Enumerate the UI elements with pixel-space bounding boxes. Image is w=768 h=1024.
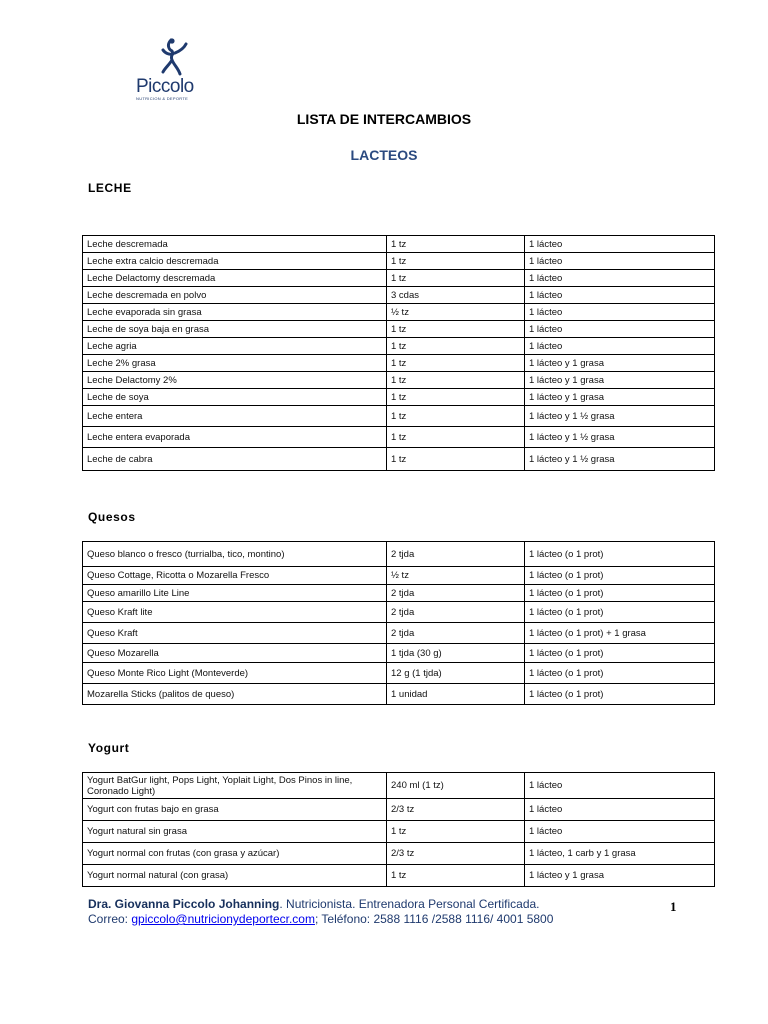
food-cell: Leche evaporada sin grasa: [83, 304, 387, 321]
table-row: [83, 865, 715, 887]
table-row: [83, 644, 715, 663]
food-cell: Queso Kraft: [83, 623, 387, 644]
page-number: 1: [670, 899, 677, 914]
portion-cell: 1 tz: [387, 236, 525, 253]
portion-cell: 1 tz: [387, 448, 525, 471]
food-cell: Leche de soya baja en grasa: [83, 321, 387, 338]
food-cell: Leche entera evaporada: [83, 427, 387, 448]
portion-cell: 1 tz: [387, 865, 525, 887]
author-name: Dra. Giovanna Piccolo Johanning: [88, 897, 280, 911]
table-row: [83, 253, 715, 270]
exchange-cell: 1 lácteo: [525, 287, 715, 304]
phone-text: ; Teléfono: 2588 1116 /2588 1116/ 4001 5800: [314, 912, 554, 926]
exchange-cell: 1 lácteo: [525, 236, 715, 253]
document-title: LISTA DE INTERCAMBIOS: [296, 111, 472, 127]
portion-cell: 1 tz: [387, 253, 525, 270]
table-row: [83, 585, 715, 602]
table-row: [83, 287, 715, 304]
portion-cell: 2 tjda: [387, 585, 525, 602]
food-cell: Queso Cottage, Ricotta o Mozarella Fresco: [83, 567, 387, 585]
portion-cell: 1 unidad: [387, 684, 525, 705]
food-cell: Yogurt natural sin grasa: [83, 821, 387, 843]
table-row: [83, 542, 715, 567]
exchange-cell: 1 lácteo (o 1 prot) + 1 grasa: [525, 623, 715, 644]
exchange-cell: 1 lácteo y 1 grasa: [525, 389, 715, 406]
table-row: [83, 821, 715, 843]
logo-name: Piccolo: [136, 76, 194, 97]
food-cell: Leche de cabra: [83, 448, 387, 471]
exchange-cell: 1 lácteo: [525, 304, 715, 321]
food-cell: Leche Delactomy 2%: [83, 372, 387, 389]
food-cell: Queso Mozarella: [83, 644, 387, 663]
exchange-cell: 1 lácteo (o 1 prot): [525, 542, 715, 567]
table-row: [83, 567, 715, 585]
exchange-cell: 1 lácteo y 1 grasa: [525, 355, 715, 372]
portion-cell: 2 tjda: [387, 602, 525, 623]
footer-line-2: [88, 912, 553, 926]
portion-cell: 2/3 tz: [387, 799, 525, 821]
table-row: [83, 843, 715, 865]
exchange-cell: 1 lácteo: [525, 321, 715, 338]
exchange-cell: 1 lácteo (o 1 prot): [525, 644, 715, 663]
portion-cell: 2 tjda: [387, 542, 525, 567]
footer: [88, 897, 553, 926]
portion-cell: 1 tz: [387, 270, 525, 287]
table-row: [83, 448, 715, 471]
author-description: . Nutricionista. Entrenadora Personal Certificada.: [279, 897, 540, 911]
food-cell: Leche entera: [83, 406, 387, 427]
food-cell: Leche extra calcio descremada: [83, 253, 387, 270]
exchange-cell: 1 lácteo: [525, 270, 715, 287]
footer-line-1: [88, 897, 553, 911]
exchange-cell: 1 lácteo y 1 ½ grasa: [525, 406, 715, 427]
food-cell: Mozarella Sticks (palitos de queso): [83, 684, 387, 705]
portion-cell: 2 tjda: [387, 623, 525, 644]
table-row: [83, 304, 715, 321]
table-row: [83, 602, 715, 623]
portion-cell: 3 cdas: [387, 287, 525, 304]
exchange-cell: 1 lácteo (o 1 prot): [525, 567, 715, 585]
food-cell: Leche agria: [83, 338, 387, 355]
table-leche: [82, 235, 715, 471]
food-cell: Leche descremada: [83, 236, 387, 253]
portion-cell: 1 tjda (30 g): [387, 644, 525, 663]
heading-yogurt: Yogurt: [88, 741, 130, 755]
table-row: [83, 684, 715, 705]
food-cell: Queso amarillo Lite Line: [83, 585, 387, 602]
exchange-cell: 1 lácteo y 1 grasa: [525, 865, 715, 887]
food-cell: Yogurt BatGur light, Pops Light, Yoplait Light, Dos Pinos in line, Coronado Light): [83, 773, 387, 799]
exchange-cell: 1 lácteo (o 1 prot): [525, 684, 715, 705]
portion-cell: 1 tz: [387, 427, 525, 448]
exchange-cell: 1 lácteo y 1 ½ grasa: [525, 427, 715, 448]
portion-cell: 12 g (1 tjda): [387, 663, 525, 684]
food-cell: Leche Delactomy descremada: [83, 270, 387, 287]
table-row: [83, 406, 715, 427]
portion-cell: 1 tz: [387, 406, 525, 427]
exchange-cell: 1 lácteo y 1 grasa: [525, 372, 715, 389]
food-cell: Leche 2% grasa: [83, 355, 387, 372]
portion-cell: 240 ml (1 tz): [387, 773, 525, 799]
portion-cell: ½ tz: [387, 304, 525, 321]
food-cell: Queso Kraft lite: [83, 602, 387, 623]
table-row: [83, 372, 715, 389]
food-cell: Leche de soya: [83, 389, 387, 406]
portion-cell: 1 tz: [387, 321, 525, 338]
portion-cell: ½ tz: [387, 567, 525, 585]
email-link[interactable]: gpiccolo@nutricionydeportecr.com: [131, 912, 315, 926]
food-cell: Yogurt normal con frutas (con grasa y azúcar): [83, 843, 387, 865]
exchange-cell: 1 lácteo: [525, 773, 715, 799]
exchange-cell: 1 lácteo: [525, 338, 715, 355]
table-row: [83, 427, 715, 448]
food-cell: Queso blanco o fresco (turrialba, tico, montino): [83, 542, 387, 567]
heading-quesos: Quesos: [88, 510, 136, 524]
food-cell: Queso Monte Rico Light (Monteverde): [83, 663, 387, 684]
portion-cell: 2/3 tz: [387, 843, 525, 865]
table-row: [83, 270, 715, 287]
table-row: [83, 773, 715, 799]
portion-cell: 1 tz: [387, 821, 525, 843]
exchange-cell: 1 lácteo: [525, 799, 715, 821]
table-row: [83, 236, 715, 253]
table-row: [83, 389, 715, 406]
table-row: [83, 663, 715, 684]
food-cell: Yogurt con frutas bajo en grasa: [83, 799, 387, 821]
portion-cell: 1 tz: [387, 372, 525, 389]
exchange-cell: 1 lácteo (o 1 prot): [525, 663, 715, 684]
portion-cell: 1 tz: [387, 389, 525, 406]
heading-leche: LECHE: [88, 181, 132, 195]
table-row: [83, 355, 715, 372]
logo-tagline: NUTRICION & DEPORTE: [136, 96, 189, 101]
exchange-cell: 1 lácteo: [525, 821, 715, 843]
table-quesos: [82, 541, 715, 705]
exchange-cell: 1 lácteo (o 1 prot): [525, 585, 715, 602]
table-row: [83, 338, 715, 355]
table-yogurt: [82, 772, 715, 887]
email-label: Correo:: [88, 912, 132, 926]
table-row: [83, 799, 715, 821]
food-cell: Yogurt normal natural (con grasa): [83, 865, 387, 887]
exchange-cell: 1 lácteo: [525, 253, 715, 270]
exchange-cell: 1 lácteo y 1 ½ grasa: [525, 448, 715, 471]
exchange-cell: 1 lácteo (o 1 prot): [525, 602, 715, 623]
portion-cell: 1 tz: [387, 355, 525, 372]
exchange-cell: 1 lácteo, 1 carb y 1 grasa: [525, 843, 715, 865]
portion-cell: 1 tz: [387, 338, 525, 355]
food-cell: Leche descremada en polvo: [83, 287, 387, 304]
table-row: [83, 623, 715, 644]
section-title: LACTEOS: [350, 147, 418, 163]
table-row: [83, 321, 715, 338]
